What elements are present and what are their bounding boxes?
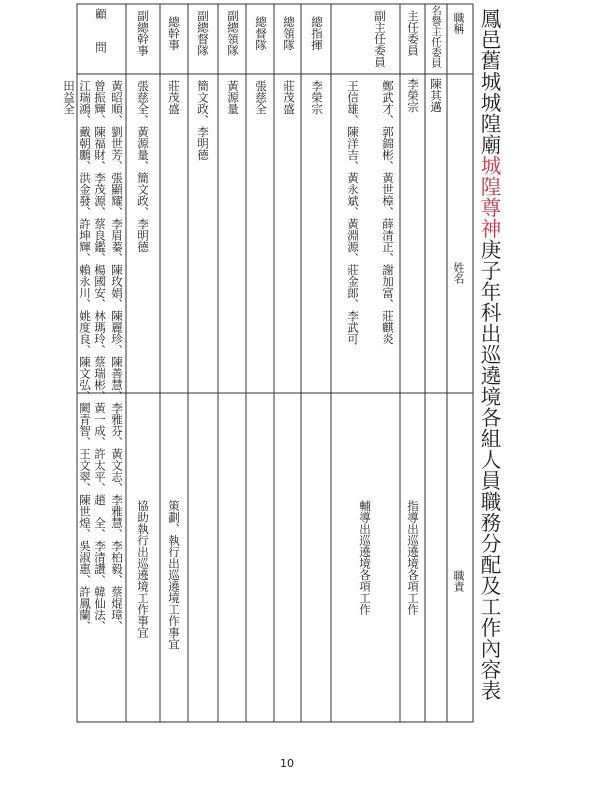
names-chairman: 李榮宗 [406,78,420,113]
names-deputy-secretary: 張慈全、黃源量、簡文政、李明德 [136,80,150,253]
names-advisors-line4: 田益全 [62,80,76,115]
document-title: 鳳邑舊城城隍廟城隍尊神庚子年科出巡遶境各組人員職務分配及工作內容表 [477,8,501,701]
names-deputy-leader: 黃源量 [226,80,240,115]
names-chief-secretary: 莊茂盛 [167,80,181,115]
duty-chairman: 指導出巡遶境各項工作 [406,500,420,615]
role-chairman: 主任委員 [406,10,420,56]
names-honorary-chairman: 陳其邁 [429,78,443,113]
role-commander: 總指揮 [310,16,324,51]
duty-deputy-secretary: 協助執行出巡遶境工作事宜 [136,500,150,638]
names-deputy-supervisor: 簡文政、李明德 [196,80,210,161]
header-duty: 職責 [452,570,465,592]
names-advisors-line1: 黃昭順、劉世芳、張顯耀、李眉蓁、陳玫娟、陳麗珍、陳善慧、李雅芬、黃文志、李雅慧、李柏毅、蔡焜璋、 [110,80,124,632]
role-vice-chairman: 副主任委員 [373,10,387,68]
role-chief-supervisor: 總督隊 [254,16,268,51]
names-chief-leader: 莊茂盛 [282,80,296,115]
role-deputy-secretary: 副總幹事 [136,10,150,56]
role-deputy-supervisor: 副總督隊 [196,10,210,56]
role-deputy-leader: 副總領隊 [226,10,240,56]
names-chief-supervisor: 張慈全 [254,80,268,115]
names-commander: 李榮宗 [310,80,324,115]
names-advisors-line3: 江瑞鴻、戴朝鵬、洪金發、許坤輝、賴永川、姚度良、陳文弘、闕青智、王文翠、陳世煌、吳淑惠、許鳳蘭、 [78,80,92,632]
duty-chief-secretary: 策劃、執行出巡遶境工作事宜 [167,500,181,650]
header-role: 職稱 [452,12,465,34]
deity-name-highlight: 城隍尊神 [477,155,501,239]
duty-vice-chairman: 輔導出巡遶境各項工作 [358,500,372,615]
names-advisors-line2: 曾振輝、陳福財、李茂源、蔡良鑑、楊國安、林瑪玲、蔡瑞彬、黃一成、許太平、趙 全、李清讚、韓仙法、 [93,80,107,632]
page-number: 10 [280,757,294,770]
names-vice-chairman-line1: 鄭武才、郭錦彬、黃世樟、薛清正、謝加富、莊麒炎 [381,80,395,345]
header-names: 姓名 [452,262,465,284]
role-chief-secretary: 總幹事 [167,16,181,51]
role-chief-leader: 總領隊 [282,16,296,51]
names-vice-chairman-line2: 王信雄、陳洋吉、黃永斌、黃淵源、莊金郎、李武可 [346,80,360,345]
role-advisors: 顧問 [94,8,108,75]
role-honorary-chairman: 名譽主任委員 [430,5,442,68]
